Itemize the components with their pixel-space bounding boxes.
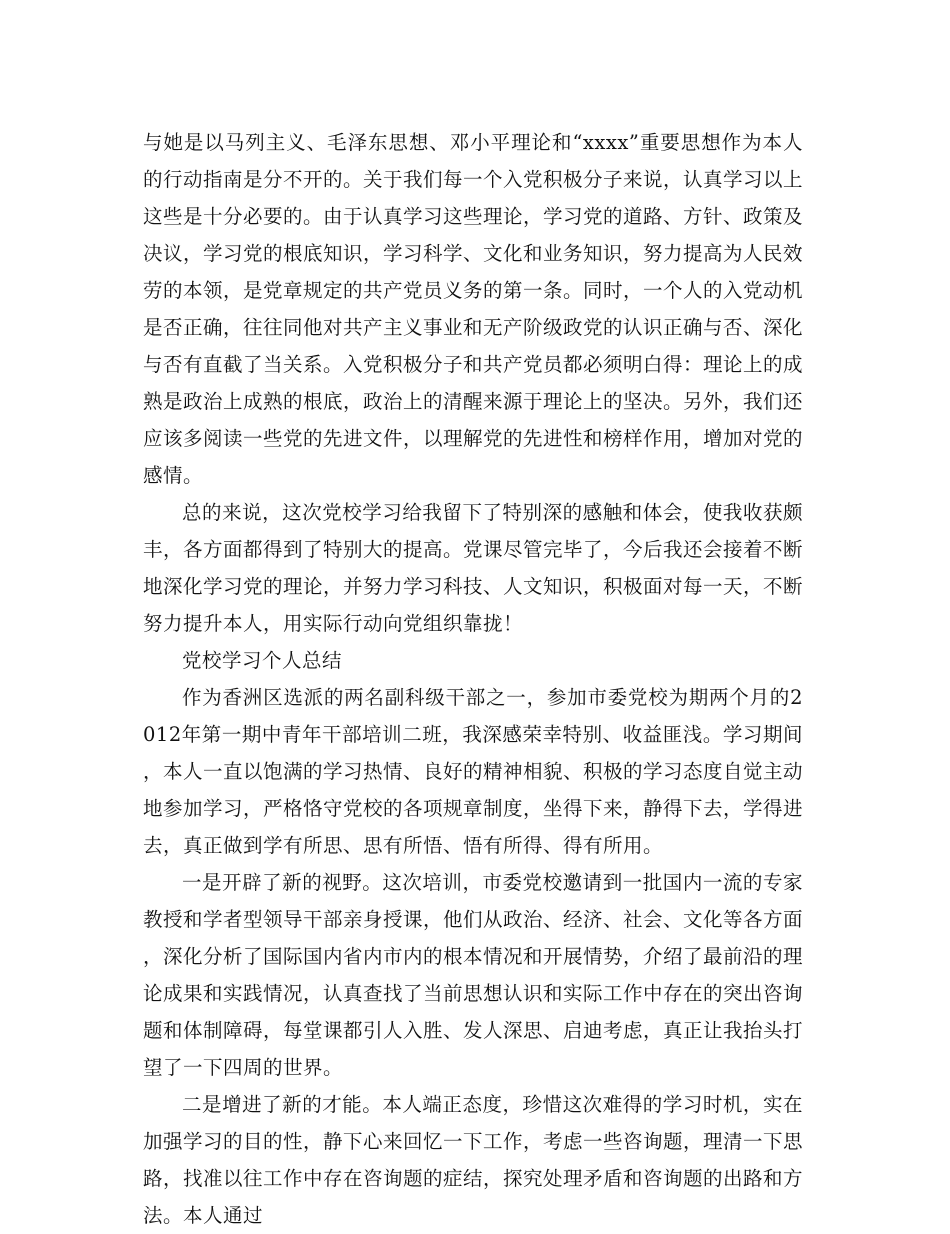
- document-body: [143, 124, 803, 1234]
- section-title: 党校学习个人总结: [182, 649, 343, 672]
- paragraph-2: 总的来说，这次党校学习给我留下了特别深的感触和体会，使我收获颇丰，各方面都得到了特别大的提高。党课尽管完毕了，今后我还会接着不断地深化学习党的理论，并努力学习科技、人文知识，积极面对每一天，不断努力提升本人，用实际行动向党组织靠拢！: [143, 501, 804, 635]
- paragraph-4: 一是开辟了新的视野。这次培训，市委党校邀请到一批国内一流的专家教授和学者型领导干部亲身授课，他们从政治、经济、社会、文化等各方面，深化分析了国际国内省内市内的根本情况和开展情势，介绍了最前沿的理论成果和实践情况，认真查找了当前思想认识和实际工作中存在的突出咨询题和体制障碍，每堂课都引人入胜、发人深思、启迪考虑，真正让我抬头打望了一下四周的世界。: [143, 871, 804, 1079]
- paragraph-1: 与她是以马列主义、毛泽东思想、邓小平理论和“xxxx”重要思想作为本人的行动指南是分不开的。关于我们每一个入党积极分子来说，认真学习以上这些是十分必要的。由于认真学习这些理论，学习党的道路、方针、政策及决议，学习党的根底知识，学习科学、文化和业务知识，努力提高为人民效劳的本领，是党章规定的共产党员义务的第一条。同时，一个人的入党动机是否正确，往往同他对共产主义事业和无产阶级政党的认识正确与否、深化与否有直截了当关系。入党积极分子和共产党员都必须明白得：理论上的成熟是政治上成熟的根底，政治上的清醒来源于理论上的坚决。另外，我们还应该多阅读一些党的先进文件，以理解党的先进性和榜样作用，增加对党的感情。: [143, 131, 804, 487]
- paragraph-5: 二是增进了新的才能。本人端正态度，珍惜这次难得的学习时机，实在加强学习的目的性，静下心来回忆一下工作，考虑一些咨询题，理清一下思路，找准以往工作中存在咨询题的症结，探究处理矛盾和咨询题的出路和方法。本人通过: [143, 1093, 804, 1227]
- paragraph-3: 作为香洲区选派的两名副科级干部之一，参加市委党校为期两个月的2012年第一期中青年干部培训二班，我深感荣幸特别、收益匪浅。学习期间，本人一直以饱满的学习热情、良好的精神相貌、积极的学习态度自觉主动地参加学习，严格恪守党校的各项规章制度，坐得下来，静得下去，学得进去，真正做到学有所思、思有所悟、悟有所得、得有所用。: [143, 686, 804, 857]
